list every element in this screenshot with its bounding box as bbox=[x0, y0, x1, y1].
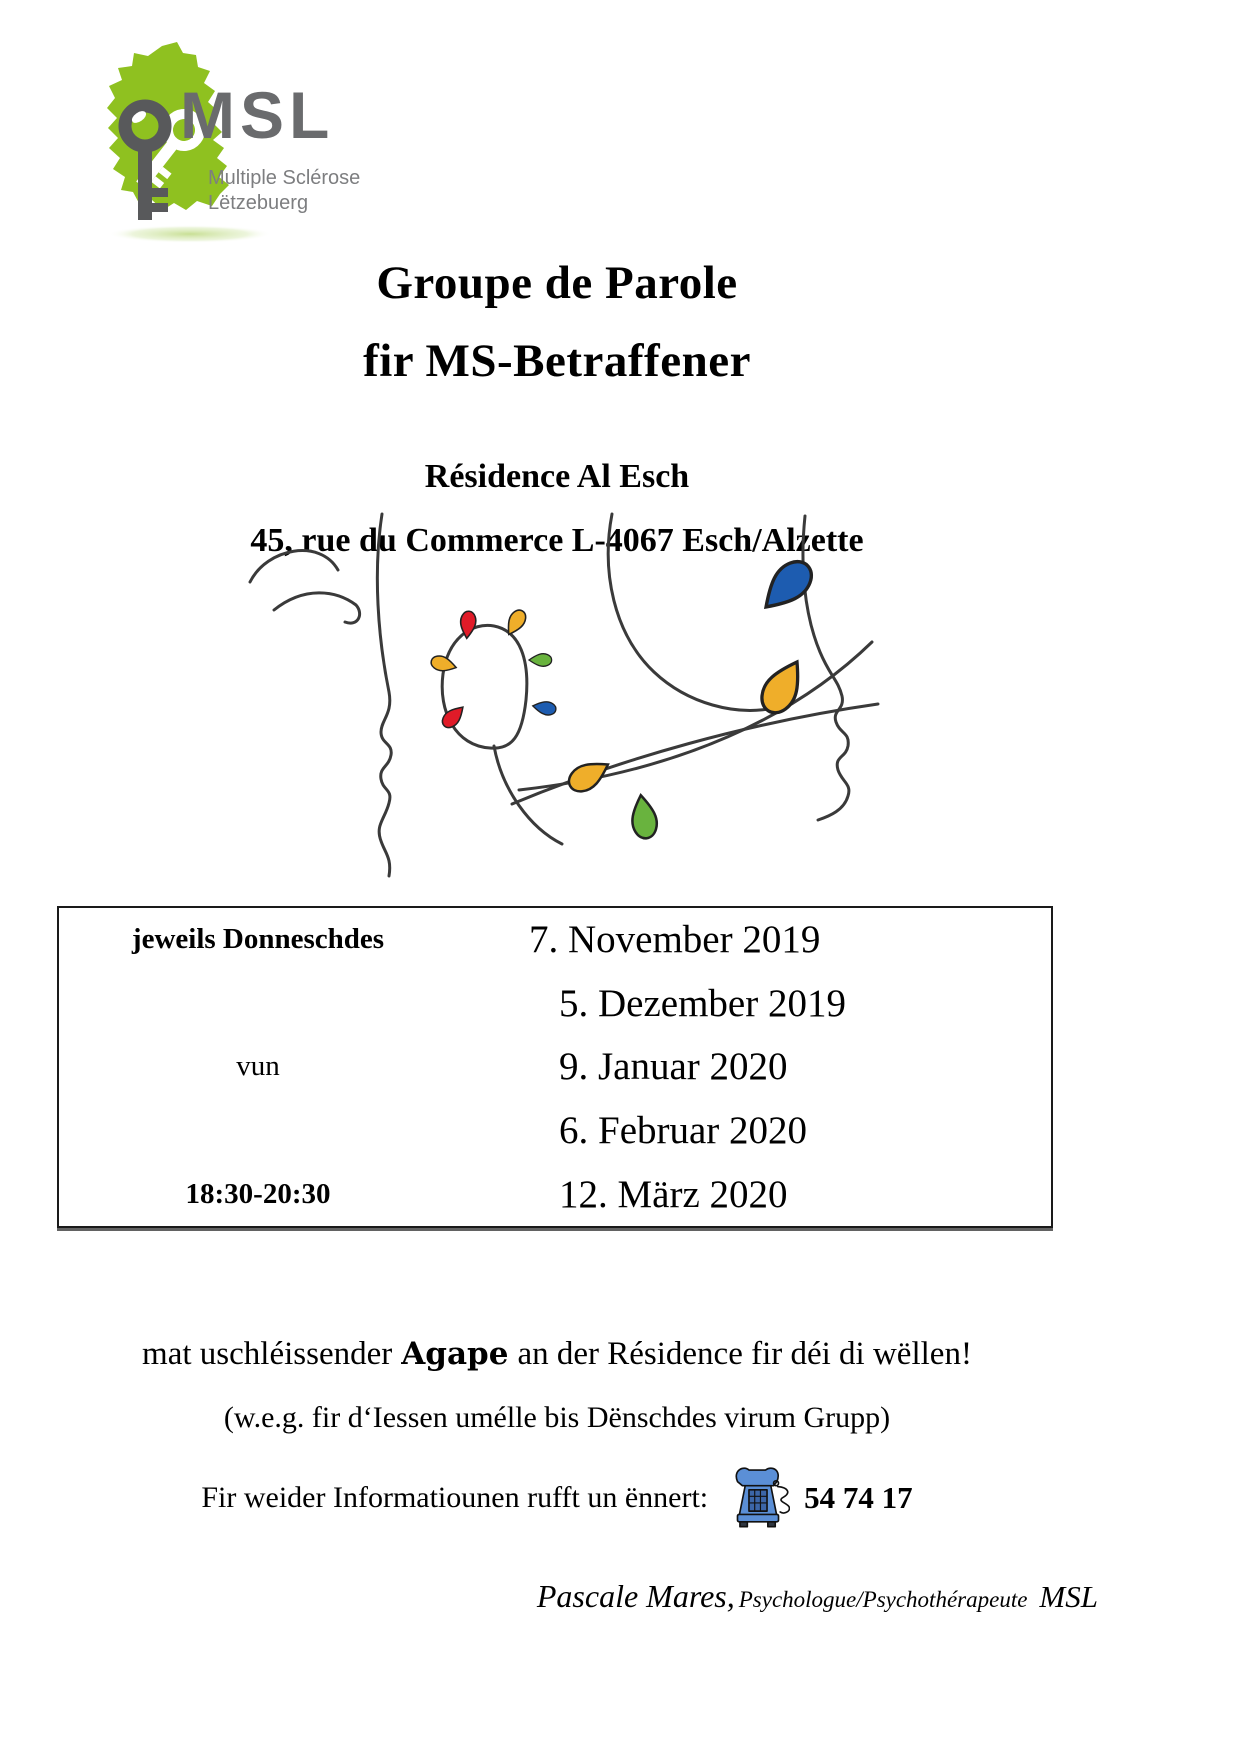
meal-note: (w.e.g. fir d‘Iessen umélle bis Dënschdes virum Grupp) bbox=[223, 1401, 891, 1434]
agape-note bbox=[57, 1336, 1057, 1373]
logo-shadow bbox=[108, 225, 272, 243]
blue-drop-right bbox=[532, 699, 557, 716]
page-title-line1: Groupe de Parole bbox=[376, 257, 738, 309]
msl-logo bbox=[84, 38, 400, 252]
green-drop-right bbox=[529, 654, 552, 667]
left-profile-line bbox=[377, 514, 391, 876]
schedule-time-label: 18:30-20:30 bbox=[185, 1177, 331, 1210]
contact-info-text: Fir weider Informatiounen rufft un ënnert: bbox=[201, 1481, 709, 1514]
schedule-date-1: 7. November 2019 bbox=[529, 918, 821, 962]
schedule-from-label: vun bbox=[236, 1050, 280, 1083]
schedule-day-label: jeweils Donneschdes bbox=[131, 923, 385, 956]
faces-illustration bbox=[232, 510, 882, 882]
logo-acronym: MSL bbox=[180, 78, 335, 152]
page-title-line2: fir MS-Betraffener bbox=[363, 335, 751, 387]
yellow-drop-left bbox=[429, 654, 458, 675]
left-eye-line bbox=[274, 593, 360, 623]
agape-note-pre: mat uschléissender bbox=[142, 1336, 393, 1372]
phone-base-shape bbox=[738, 1514, 779, 1521]
schedule-box bbox=[57, 906, 1053, 1228]
cross-sweep-up-line bbox=[512, 704, 878, 804]
loop-tail-line bbox=[494, 746, 562, 844]
agape-word: Agape bbox=[401, 1336, 509, 1372]
yellow-drop-top bbox=[502, 607, 529, 638]
cross-sweep-down-line bbox=[519, 642, 872, 790]
logo-subtitle-line2: Lëtzebuerg bbox=[208, 192, 309, 214]
venue-name: Résidence Al Esch bbox=[424, 458, 690, 495]
phone-keypad bbox=[749, 1490, 767, 1511]
signature bbox=[537, 1578, 1098, 1615]
schedule-date-4: 6. Februar 2020 bbox=[559, 1109, 808, 1153]
phone-icon bbox=[726, 1461, 790, 1535]
contact-row bbox=[57, 1450, 1057, 1546]
phone-handset-shape bbox=[736, 1468, 778, 1485]
signature-org: MSL bbox=[1039, 1579, 1098, 1614]
agape-note-post: an der Résidence fir déi di wëllen! bbox=[517, 1336, 972, 1372]
phone-number: 54 74 17 bbox=[804, 1480, 913, 1515]
blue-drop-large bbox=[755, 554, 820, 619]
schedule-date-2: 5. Dezember 2019 bbox=[559, 981, 846, 1025]
schedule-date-3: 9. Januar 2020 bbox=[559, 1045, 788, 1089]
venue-address: 45, rue du Commerce L-4067 Esch/Alzette bbox=[250, 522, 864, 559]
green-drop-lower bbox=[629, 794, 659, 840]
top-sweep-line bbox=[608, 514, 774, 710]
signature-role: Psychologue/Psychothérapeute bbox=[738, 1587, 1028, 1612]
logo-subtitle-line1: Multiple Sclérose bbox=[208, 167, 361, 189]
schedule-date-5: 12. März 2020 bbox=[559, 1172, 788, 1216]
loop-oval-line bbox=[442, 625, 527, 748]
phone-cord bbox=[778, 1487, 790, 1513]
signature-name: Pascale Mares, bbox=[536, 1578, 735, 1614]
left-eyebrow-line bbox=[250, 551, 338, 582]
